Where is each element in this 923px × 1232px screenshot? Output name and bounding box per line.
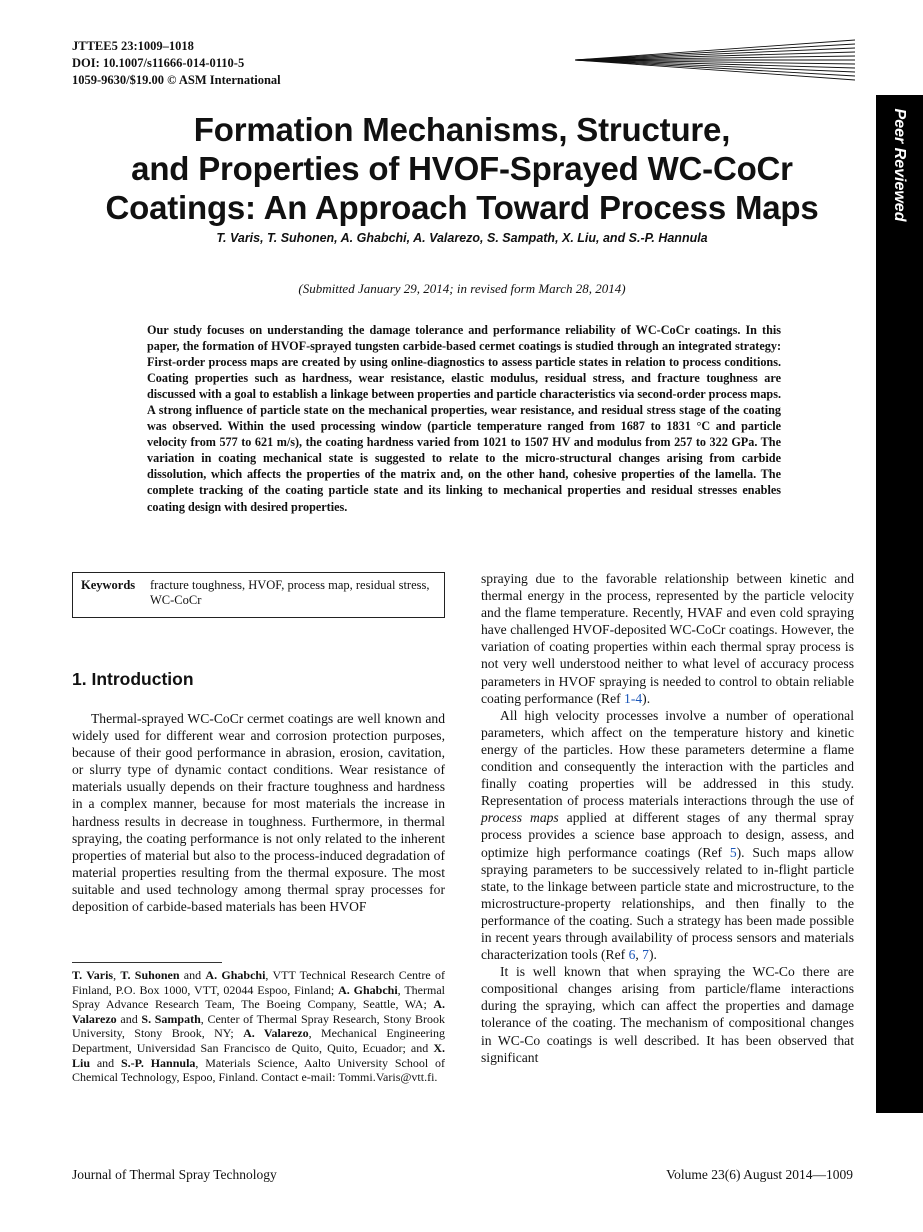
header-ornament <box>575 36 855 84</box>
abstract: Our study focuses on understanding the damage tolerance and performance reliability of WC-CoCr coatings. In this paper, the formation of HVOF-sprayed tungsten carbide-based cermet coatings is studied through an integrated strategy: First-order process maps are created by using online-diagnostics to assess particle states in relation to process conditions. Coating properties such as hardness, wear resistance, elastic modulus, residual stress, and fracture toughness are discussed with a goal to establish a linkage between properties and particle characteristics via second-order process maps. A strong influence of particle state on the mechanical properties, wear resistance, and residual stress stage of the coating was observed. Within the used processing window (particle temperature ranged from 1687 to 1831 °C and particle velocity from 577 to 621 m/s), the coating hardness varied from 1021 to 1507 HV and modulus from 257 to 322 GPa. The variation in coating mechanical state is suggested to relate to the micro-structural changes arising from carbide dissolution, which affects the properties of the matrix and, on the other hand, cohesive properties of the lamella. The complete tracking of the coating particle state and its linking to mechanical properties and residual stresses enables coating design with desired properties. <box>147 323 781 514</box>
right-column <box>481 570 854 1066</box>
paragraph-text: applied at different stages of any thermal spray process provides a science base approach to design, assess, and optimize high performance coatings (Ref <box>481 810 854 860</box>
paragraph-text: , <box>635 947 643 963</box>
reference-link[interactable]: 7 <box>642 947 649 963</box>
footnote-text: , Mechanical Engineering Department, Universidad San Francisco de Quito, Quito, Ecuador; and <box>72 1026 445 1055</box>
paragraph-text: spraying due to the favorable relationship between kinetic and thermal energy in the process, represented by the particle velocity and the flame temperature. Recently, HVAF and even cold spraying have challenged HVOF-deposited WC-CoCr coatings. However, the variation of coating properties within each thermal spray process is not very well understood neither to what level of accuracy process parameters in HVOF spraying is needed to control to obtain reliable coating performance (Ref <box>481 571 854 706</box>
title-line: Formation Mechanisms, Structure, <box>193 111 731 148</box>
paragraph: Thermal-sprayed WC-CoCr cermet coatings are well known and widely used for different wear and corrosion protection purposes, because of their good performance in abrasion, erosion, cavitation, or slurry type of dynamic contact conditions. Wear resistance of materials usually depends on their fracture toughness and hardness in a complex manner, because for most materials the increase in hardness results in decrease in toughness. Furthermore, in thermal spraying, the coating performance is not only related to the inherent properties of material but also to the process-induced degradation of material properties resulting from the thermal exposure. The most suitable and used technology among thermal spray processes for deposition of carbide-based materials has been HVOF <box>72 711 445 915</box>
footer-issue-page: Volume 23(6) August 2014—1009 <box>666 1167 853 1182</box>
paragraph-text: ). <box>648 947 657 963</box>
footnote-author: A. Valarezo <box>72 997 445 1026</box>
footnote-author: A. Valarezo <box>243 1026 309 1041</box>
footnote-text: , Center of Thermal Spray Research, Stony Brook University, Stony Brook, NY; <box>72 1011 446 1041</box>
footnote-text: and <box>179 968 206 982</box>
paragraph <box>481 707 854 963</box>
keywords-text: fracture toughness, HVOF, process map, residual stress, WC-CoCr <box>150 578 430 607</box>
peer-review-label: Peer Reviewed <box>891 108 908 222</box>
footnote-text: , Thermal Spray Advance Research Team, The Boeing Company, Seattle, WA; <box>72 982 445 1012</box>
footnote-divider <box>72 962 222 963</box>
title-line: and Properties of HVOF-Sprayed WC-CoCr <box>131 150 793 187</box>
reference-link[interactable]: 1-4 <box>624 690 643 706</box>
submission-dates: (Submitted January 29, 2014; in revised form March 28, 2014) <box>298 281 626 296</box>
author-affiliations-footnote <box>72 968 445 1085</box>
section-heading-introduction: 1. Introduction <box>72 669 194 689</box>
reference-link[interactable]: 6 <box>628 947 636 963</box>
footnote-text: and <box>116 1011 142 1026</box>
peer-review-tab <box>876 95 923 1113</box>
footnote-author: A. Ghabchi <box>205 968 266 982</box>
paragraph-text: All high velocity processes involve a number of operational parameters, which affect on the temperature history and kinetic energy of the particles. How these parameters determine a flame condition and consequently the interaction with the particles and finally coating properties will be addressed in this study. Representation of process materials interactions through the use of <box>481 707 854 809</box>
footnote-author: X. Liu <box>72 1040 445 1070</box>
doi: DOI: 10.1007/s11666-014-0110-5 <box>72 56 245 70</box>
footnote-author: T. Suhonen <box>120 968 180 982</box>
footnote-text: , <box>113 968 121 982</box>
paragraph: It is well known that when spraying the WC-Co there are compositional changes arising from particle/flame interactions during the spraying, which can affect the properties and damage tolerance of the coating. The mechanism of compositional changes in WC-Co coatings is well described. It has been observed that significant <box>481 964 854 1065</box>
journal-code: JTTEE5 23:1009–1018 <box>72 39 194 53</box>
paragraph <box>481 570 854 707</box>
left-column <box>72 710 445 915</box>
paragraph-text: ). <box>642 690 651 706</box>
title-line: Coatings: An Approach Toward Process Maps <box>105 189 819 226</box>
footnote-author: S. Sampath <box>141 1011 201 1026</box>
footnote-author: A. Ghabchi <box>338 982 398 997</box>
journal-metadata <box>72 38 281 89</box>
price-line: 1059-9630/$19.00 © ASM International <box>72 73 281 87</box>
footnote-text: and <box>90 1055 121 1070</box>
author-list: T. Varis, T. Suhonen, A. Ghabchi, A. Valarezo, S. Sampath, X. Liu, and S.-P. Hannula <box>216 231 708 245</box>
footer-journal-name: Journal of Thermal Spray Technology <box>72 1167 277 1182</box>
paragraph-text: ). Such maps allow spraying parameters to be successively related to in-flight particle state, to the linkage between particle state and microstructure, to the microstructure-property relationships, and then finally to the performance of the coating. Such a strategy has been made possible in recent years through availability of process sensors and materials characterization tools (Ref <box>481 844 854 963</box>
footnote-text: , Materials Science, Aalto University School of Chemical Technology, Espoo, Finland. Contact e-mail: Tommi.Varis@vtt.fi. <box>72 1055 445 1085</box>
footnote-author: S.-P. Hannula <box>121 1055 196 1070</box>
keywords-box <box>72 572 445 618</box>
reference-link[interactable]: 5 <box>729 844 737 860</box>
article-title <box>72 110 852 227</box>
footnote-author: T. Varis <box>72 968 114 982</box>
keywords-label: Keywords <box>81 578 136 592</box>
emphasis-text: process maps <box>481 810 559 826</box>
footnote-text: , VTT Technical Research Centre of Finland, P.O. Box 1000, VTT, 02044 Espoo, Finland; <box>72 968 445 997</box>
